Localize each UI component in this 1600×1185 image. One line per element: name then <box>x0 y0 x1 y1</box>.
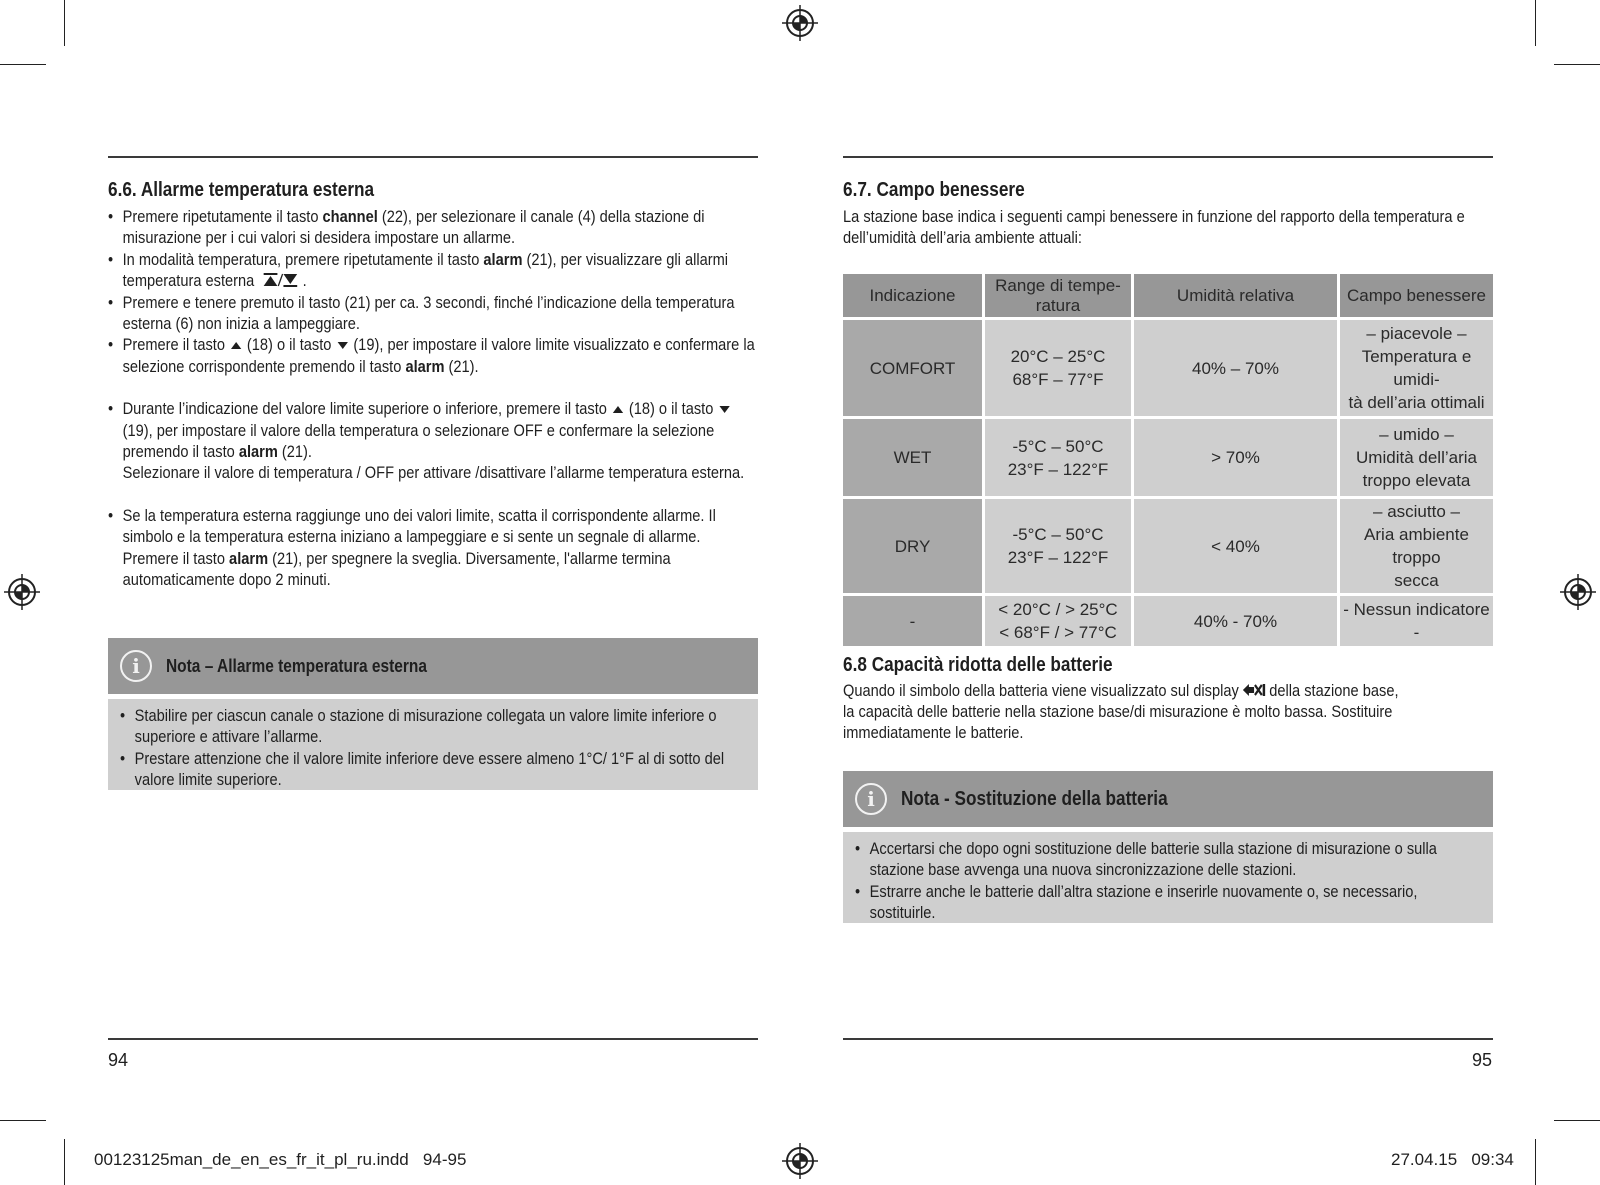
table-row <box>843 320 1493 416</box>
list-item: • Stabilire per ciascun canale o stazione di misurazione collegata un valore limite inferiore o superiore e attivare l’allarme. <box>120 705 744 748</box>
right-page <box>843 178 1493 248</box>
list-item: • Accertarsi che dopo ogni sostituzione delle batterie sulla stazione di misurazione o sulla stazione base avvenga una nuova sincronizzazione delle stazioni. <box>855 838 1479 881</box>
table-cell: 40% – 70% <box>1134 320 1337 416</box>
note-body <box>108 699 758 790</box>
page-number: 94 <box>108 1050 129 1070</box>
table-cell: - Nessun indicatore - <box>1340 596 1493 646</box>
header-rule <box>843 156 1493 158</box>
note-title: Nota – Allarme temperatura esterna <box>166 655 427 676</box>
left-page <box>108 178 758 591</box>
list-item: • Premere il tasto (18) o il tasto (19), per impostare il valore limite visualizzato e confermare la selezione corrispondente premendo il tasto alarm (21). <box>108 334 758 377</box>
intro-text: La stazione base indica i seguenti campi benessere in funzione del rapporto della temperatura e dell’umidità dell’aria ambiente attuali: <box>843 207 1465 247</box>
table-header-row <box>843 274 1493 317</box>
note-header <box>108 638 758 694</box>
crop-mark <box>0 64 46 65</box>
list-item: • Durante l’indicazione del valore limite superiore o inferiore, premere il tasto (18) o il tasto (19), per impostare il valore della temperatura o selezionare OFF e confermare la selezione premendo il tasto alarm (21). Selezionare il valore di temperatura / OFF per attivare /disattivare l’allarme temperatura esterna. <box>108 398 758 484</box>
column-header: Umidità relativa <box>1134 274 1337 317</box>
crop-mark <box>64 0 65 46</box>
note-header <box>843 771 1493 827</box>
footer-rule <box>843 1038 1493 1040</box>
up-arrow-icon <box>231 342 241 349</box>
timestamp: 27.04.15 09:34 <box>1391 1150 1514 1169</box>
table-row <box>843 419 1493 496</box>
table-cell: -5°C – 50°C 23°F – 122°F <box>985 499 1131 593</box>
crop-mark <box>1535 0 1536 46</box>
page-number: 95 <box>1472 1050 1493 1070</box>
list-item: • Premere ripetutamente il tasto channel (22), per selezionare il canale (4) della stazione di misurazione per i cui valori si desidera impostare un allarme. <box>108 206 758 249</box>
table-cell: COMFORT <box>843 320 982 416</box>
table-cell: -5°C – 50°C 23°F – 122°F <box>985 419 1131 496</box>
down-arrow-icon <box>337 342 347 349</box>
section-title: 6.7. Campo benessere <box>843 179 1025 201</box>
table-cell: 40% - 70% <box>1134 596 1337 646</box>
note-body <box>843 832 1493 923</box>
list-item: • Estrarre anche le batterie dall’altra stazione e inserirle nuovamente o, se necessario, sostituirle. <box>855 881 1479 924</box>
crop-mark <box>1535 1139 1536 1185</box>
table-cell: - <box>843 596 982 646</box>
bullet-list <box>108 505 758 591</box>
info-icon: i <box>855 783 887 815</box>
column-header: Campo benessere <box>1340 274 1493 317</box>
table-cell: < 20°C / > 25°C < 68°F / > 77°C <box>985 596 1131 646</box>
footer-rule <box>108 1038 758 1040</box>
battery-section <box>843 653 1493 743</box>
note-box <box>843 771 1493 923</box>
registration-mark-icon <box>782 1143 818 1179</box>
table-cell: WET <box>843 419 982 496</box>
column-header: Range di tempe- ratura <box>985 274 1131 317</box>
list-item: • Prestare attenzione che il valore limite inferiore deve essere almeno 1°C/ 1°F al di sotto del valore limite superiore. <box>120 748 744 791</box>
table-cell: > 70% <box>1134 419 1337 496</box>
file-slug: 00123125man_de_en_es_fr_it_pl_ru.indd 94-95 <box>94 1150 467 1169</box>
table-cell: DRY <box>843 499 982 593</box>
bullet-list <box>108 206 758 377</box>
registration-mark-icon <box>4 574 40 610</box>
column-header: Indicazione <box>843 274 982 317</box>
registration-mark-icon <box>1560 574 1596 610</box>
battery-low-icon <box>1243 683 1265 697</box>
list-item: • Premere e tenere premuto il tasto (21) per ca. 3 secondi, finché l’indicazione della temperatura esterna (6) non inizia a lampeggiare. <box>108 292 758 335</box>
crop-mark <box>1554 64 1600 65</box>
section-title: 6.6. Allarme temperatura esterna <box>108 179 375 201</box>
note-title: Nota - Sostituzione della batteria <box>901 787 1168 810</box>
down-arrow-icon <box>719 406 729 413</box>
header-rule <box>108 156 758 158</box>
comfort-table <box>843 271 1493 649</box>
table-row <box>843 596 1493 646</box>
crop-mark <box>0 1120 46 1121</box>
table-cell: 20°C – 25°C 68°F – 77°F <box>985 320 1131 416</box>
battery-text: Quando il simbolo della batteria viene visualizzato sul display della stazione base, la capacità delle batterie nella stazione base/di misurazione è molto bassa. Sostituire immediatamente le batterie. <box>843 681 1399 742</box>
list-item: • In modalità temperatura, premere ripetutamente il tasto alarm (21), per visualizzare gli allarmi temperatura esterna . <box>108 249 758 292</box>
crop-mark <box>1554 1120 1600 1121</box>
list-item: • Se la temperatura esterna raggiunge uno dei valori limite, scatta il corrispondente allarme. Il simbolo e la temperatura esterna iniziano a lampeggiare e si sente un segnale di allarme. Premere il tasto alarm (21), per spegnere la sveglia. Diversamente, l'allarme termina automaticamente dopo 2 minuti. <box>108 505 758 591</box>
alarm-high-low-icon <box>262 273 298 287</box>
table-cell: – umido – Umidità dell’aria troppo elevata <box>1340 419 1493 496</box>
table-row <box>843 499 1493 593</box>
table-cell: < 40% <box>1134 499 1337 593</box>
table-cell: – piacevole – Temperatura e umidi- tà dell’aria ottimali <box>1340 320 1493 416</box>
info-icon: i <box>120 650 152 682</box>
section-title: 6.8 Capacità ridotta delle batterie <box>843 654 1113 676</box>
bullet-list <box>108 398 758 484</box>
table-cell: – asciutto – Aria ambiente troppo secca <box>1340 499 1493 593</box>
registration-mark-icon <box>782 5 818 41</box>
up-arrow-icon <box>613 406 623 413</box>
note-box <box>108 638 758 790</box>
crop-mark <box>64 1139 65 1185</box>
